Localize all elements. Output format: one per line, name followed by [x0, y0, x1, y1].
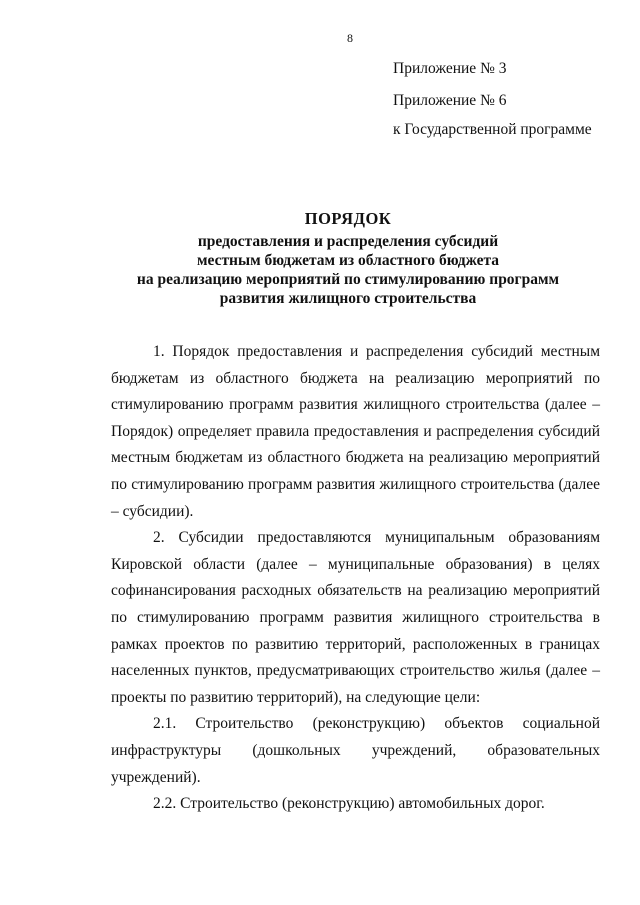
document-title: [100, 209, 596, 308]
document-body: [111, 339, 600, 818]
appendix-line-2: Приложение № 6: [393, 92, 507, 109]
title-line-4: развития жилищного строительства: [219, 290, 477, 307]
title-line-3: на реализацию мероприятий по стимулированию программ: [136, 271, 560, 288]
paragraph-2-1: 2.1. Строительство (реконструкцию) объектов социальной инфраструктуры (дошкольных учреждений, образовательных учреждений).: [111, 715, 600, 786]
title-line-2: местным бюджетам из областного бюджета: [196, 252, 500, 269]
appendix-line-1: Приложение № 3: [393, 60, 507, 77]
title-line-1: предоставления и распределения субсидий: [197, 233, 499, 250]
appendix-line-3: к Государственной программе: [393, 121, 592, 138]
paragraph-1: 1. Порядок предоставления и распределения субсидий местным бюджетам из областного бюджета на реализацию мероприятий по стимулированию программ развития жилищного строительства (далее – Порядок) определяет правила предоставления и распределения субсидий местным бюджетам из областного бюджета на реализацию мероприятий по стимулированию программ развития жилищного строительства (далее – субсидии).: [111, 343, 600, 520]
page-number: 8: [347, 31, 353, 45]
paragraph-2: 2. Субсидии предоставляются муниципальным образованиям Кировской области (далее – муниципальные образования) в целях софинансирования расходных обязательств на реализацию мероприятий по стимулированию программ развития жилищного строительства в рамках проектов по развитию территорий, расположенных в границах населенных пунктов, предусматривающих строительство жилья (далее – проекты по развитию территорий), на следующие цели:: [111, 529, 600, 706]
paragraph-2-2: 2.2. Строительство (реконструкцию) автомобильных дорог.: [153, 795, 545, 813]
title-main: ПОРЯДОК: [304, 209, 392, 228]
